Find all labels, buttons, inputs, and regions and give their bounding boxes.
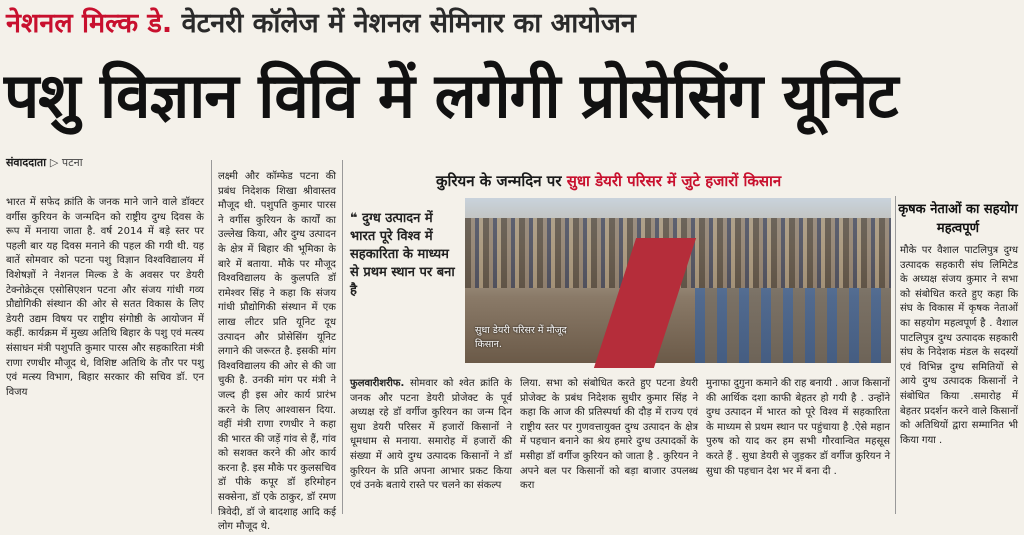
main-headline: पशु विज्ञान विवि में लगेगी प्रोसेसिंग यूनिट xyxy=(4,59,898,132)
byline-location: पटना xyxy=(61,156,83,169)
photo-story-column-1 xyxy=(350,377,512,514)
article-column-1: भारत में सफेद क्रांति के जनक माने जाने वाले डॉक्टर वर्गीस कुरियन के जन्मदिन को राष्ट्रीय दुग्ध दिवस के रूप में मनाया जाता है. वर्ष 2014 में बड़े स्तर पर पहली बार यह दिवस मनाने की पहल की गयी थी. यह बातें सोमवार को पटना पशु विज्ञान विश्वविद्यालय में विशेषज्ञों ने नेशनल मिल्क डे के अवसर पर डेयरी टेक्नोक्रेट्स एसोसिएशन पटना और संजय गांधी गव्य प्रौद्योगिकी संस्थान की ओर से सतत विकास के लिए डेयरी उद्यम विषय पर राष्ट्रीय संगोष्ठी के आयोजन में कहीं. कार्यक्रम में मुख्य अतिथि बिहार के पशु एवं मत्स्य संसाधन मंत्री पशुपति कुमार पारस और सहकारिता मंत्री राणा रणधीर मौजूद थे, विशिष्ट अतिथि के तौर पर पशु एवं मत्स्य विभाग, बिहार सरकार की सचिव डॉ. एन विजय xyxy=(6,197,204,398)
dateline: फुलवारीशरीफ. xyxy=(350,378,405,389)
kicker-headline xyxy=(6,4,1018,44)
pull-quote-text: दुग्ध उत्पादन में भारत पूरे विश्व में सहकारिता के माध्यम से प्रथम स्थान पर बना है xyxy=(350,211,455,298)
photo-story-title xyxy=(436,166,906,196)
byline-reporter: संवाददाता xyxy=(6,156,47,169)
byline: संवाददाता ▷ पटना xyxy=(6,156,83,169)
photo-title-red: सुधा डेयरी परिसर में जुटे हजारों किसान xyxy=(566,172,782,190)
kicker-red: नेशनल मिल्क डे. xyxy=(6,8,173,39)
kicker-rest: वेटनरी कॉलेज में नेशनल सेमिनार का आयोजन xyxy=(181,8,636,39)
photo-caption: सुधा डेयरी परिसर में मौजूद किसान. xyxy=(475,325,567,350)
article-column-2: लक्ष्मी और कॉम्फेड पटना की प्रबंध निदेशक शिखा श्रीवास्तव मौजूद थी. पशुपति कुमार पारस ने वर्गीस कुरियन के कार्यों का उल्लेख किया, और दुग्ध उत्पादन के क्षेत्र में बिहार की भूमिका के बारे में बताया. मौके पर मौजूद विश्वविद्यालय के कुलपति डॉ रामेश्वर सिंह ने कहा कि संजय गांधी प्रौद्योगिकी संस्थान में एक लाख लीटर प्रति यूनिट दूध उत्पादन और प्रोसेसिंग यूनिट लगाने की जरूरत है. इसकी मांग विश्वविद्यालय की ओर से की जा चुकी है. उनकी मांग पर मंत्री ने जल्द ही इस ओर कार्य प्रारंभ करने के लिए आश्वासन दिया. वहीं मंत्री राणा रणधीर ने कहा की भारत की जड़ें गांव से हैं, गांव को सशक्त करने की ओर कार्य करना है. इस मौके पर कुलसचिव डॉ पीके कपूर डॉ हरिमोहन सक्सेना, डॉ एके ठाकुर, डॉ रमण त्रिवेदी, डॉ जे बादशाह आदि कई लोग मौजूद थे. xyxy=(218,171,336,533)
photo-story-column-3: मुनाफा दुगुना कमाने की राह बनायी . आज किसानों की आर्थिक दशा काफी बेहतर हो गयी है . उन्होंने दुग्ध उत्पादन में भारत को पूरे विश्व में सहकारिता के माध्यम से प्रथम स्थान पर पहुंचाया है .ऐसे महान पुरुष को याद कर हम सभी गौरवान्वित महसूस करते हैं . सुधा डेयरी से जुड़कर डॉ वर्गीज कुरियन ने सुधा की पहचान देश भर में बना दी . xyxy=(706,378,890,477)
sidebar-title: कृषक नेताओं का सहयोग महत्वपूर्ण xyxy=(898,202,1018,236)
photo-story-col1-text: सोमवार को श्वेत क्रांति के जनक और पटना डेयरी प्रोजेक्ट के पूर्व अध्यक्ष रहे डॉ वर्गीज कुरियन का जन्म दिन सुधा डेयरी परिसर में हजारों किसानों ने धूमधाम से मनाया. समारोह में हजारों की संख्या में आये दुग्ध उत्पादक किसानों ने डॉ कुरियन के प्रति अपना आभार प्रकट किया एवं उनके बताये रास्ते पर चलने का संकल्प xyxy=(350,378,512,492)
photo-title-pre: कुरियन के जन्मदिन पर xyxy=(436,172,562,190)
crowd-photo xyxy=(465,198,891,363)
photo-story-column-2: लिया. सभा को संबोधित करते हुए पटना डेयरी प्रोजेक्ट के प्रबंध निदेशक सुधीर कुमार सिंह ने कहा कि आज की प्रतिस्पर्धा की दौड़ में राज्य एवं राष्ट्रीय स्तर पर गुणवत्तायुक्त दुग्ध उत्पादन के क्षेत्र में पहचान बनाने का श्रेय हमारे दुग्ध उत्पादकों के मसीहा डॉ वर्गीज कुरियन को जाता है . कुरियन ने अपने बल पर किसानों को बड़ा बाजार उपलब्ध करा xyxy=(520,378,698,492)
sidebar-body: मौके पर वैशाल पाटलिपुत्र दुग्ध उत्पादक सहकारी संघ लिमिटेड के अध्यक्ष संजय कुमार ने सभा को संबोधित करते हुए कहा कि संघ के विकास में कृषक नेताओं का सहयोग महत्वपूर्ण है . वैशाल पाटलिपुत्र दुग्ध उत्पादक सहकारी संघ के निदेशक मंडल के सदस्यों एवं विभिन्न दुग्ध समितियों से आये दुग्ध उत्पादक किसानों ने संबोधित किया .समारोह में बेहतर प्रदर्शन करने वाले किसानों को अतिथियों द्वारा सम्मानित भी किया गया . xyxy=(900,245,1018,446)
pull-quote: ❝ दुग्ध उत्पादन में भारत पूरे विश्व में सहकारिता के माध्यम से प्रथम स्थान पर बना है xyxy=(350,211,455,298)
